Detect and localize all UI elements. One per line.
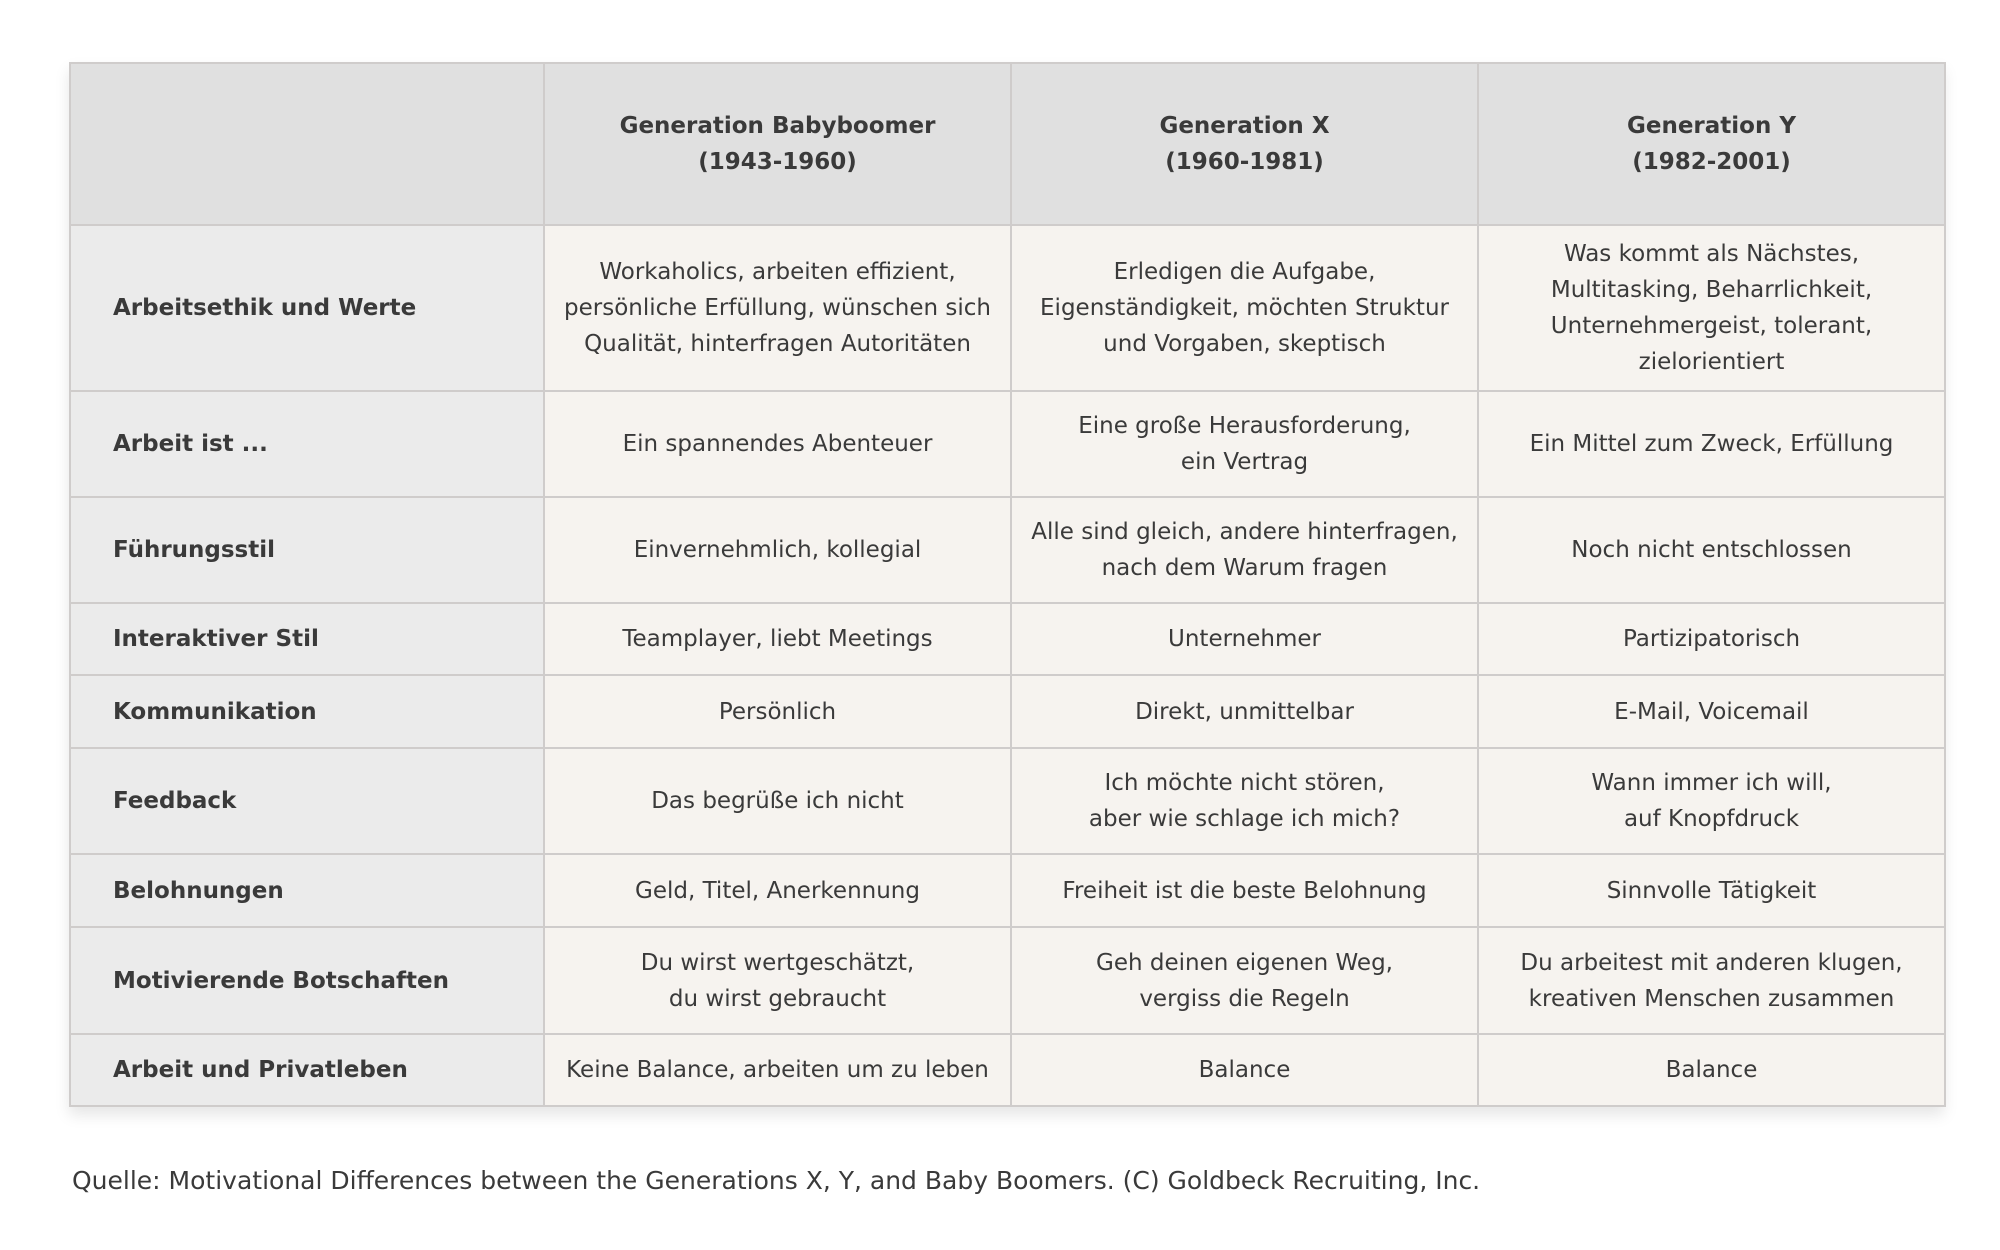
generations-table xyxy=(69,62,1946,1107)
table-cell xyxy=(544,854,1011,927)
table-cell xyxy=(1478,497,1945,603)
table-row xyxy=(70,854,1945,927)
cell-line: Freiheit ist die beste Belohnung xyxy=(1062,877,1427,904)
cell-line: Unternehmer xyxy=(1168,626,1321,652)
row-label: Kommunikation xyxy=(70,675,544,748)
cell-line: Ich möchte nicht stören, xyxy=(1104,770,1385,796)
table-cell xyxy=(1478,1034,1945,1106)
table-cell xyxy=(1011,497,1478,603)
row-label: Arbeitsethik und Werte xyxy=(70,225,544,391)
cell-line: Eigenständigkeit, möchten Struktur xyxy=(1040,295,1449,321)
table-cell xyxy=(544,603,1011,675)
table-cell xyxy=(1478,675,1945,748)
cell-line: nach dem Warum fragen xyxy=(1101,555,1388,581)
cell-line: Was kommt als Nächstes, xyxy=(1563,241,1860,267)
cell-line: auf Knopfdruck xyxy=(1623,806,1800,832)
cell-line: persönliche Erfüllung, wünschen sich xyxy=(564,295,991,321)
header-row xyxy=(70,63,1945,225)
table-row xyxy=(70,1034,1945,1106)
table-cell xyxy=(1011,748,1478,854)
table-cell xyxy=(544,675,1011,748)
table-header xyxy=(70,63,1945,225)
header-corner-cell xyxy=(70,63,544,225)
table-cell xyxy=(1011,854,1478,927)
table-cell xyxy=(544,497,1011,603)
cell-line: Partizipatorisch xyxy=(1622,626,1801,652)
cell-line: Unternehmergeist, tolerant, xyxy=(1550,313,1873,339)
header-name: Generation X xyxy=(1159,113,1330,139)
table-cell xyxy=(544,1034,1011,1106)
table-cell xyxy=(544,225,1011,391)
table-row xyxy=(70,927,1945,1034)
row-label: Motivierende Botschaften xyxy=(70,927,544,1034)
table-cell xyxy=(1011,1034,1478,1106)
header-generation-y xyxy=(1478,63,1945,225)
cell-line: du wirst gebraucht xyxy=(668,985,887,1012)
cell-line: Teamplayer, liebt Meetings xyxy=(622,626,933,652)
source-caption: Quelle: Motivational Differences between the Generations X, Y, and Baby Boomers. (C) Goldbeck Recruiting, Inc. xyxy=(72,1166,1481,1195)
cell-line: Geld, Titel, Anerkennung xyxy=(635,877,920,904)
cell-line: Alle sind gleich, andere hinterfragen, xyxy=(1031,519,1458,545)
header-name: Generation Y xyxy=(1626,113,1797,139)
table-cell xyxy=(1011,391,1478,497)
cell-line: Erledigen die Aufgabe, xyxy=(1113,259,1376,285)
cell-line: vergiss die Regeln xyxy=(1139,985,1350,1012)
cell-line: Eine große Herausforderung, xyxy=(1078,413,1411,439)
cell-line: Noch nicht entschlossen xyxy=(1571,537,1852,563)
table-row xyxy=(70,497,1945,603)
header-years: (1960-1981) xyxy=(1165,149,1324,175)
table-cell xyxy=(1011,927,1478,1034)
cell-line: Balance xyxy=(1665,1057,1758,1083)
table-cell xyxy=(544,391,1011,497)
cell-line: zielorientiert xyxy=(1638,349,1785,375)
cell-line: Ein spannendes Abenteuer xyxy=(622,431,933,457)
cell-line: aber wie schlage ich mich? xyxy=(1088,806,1401,832)
header-generation-x xyxy=(1011,63,1478,225)
table-cell xyxy=(544,748,1011,854)
cell-line: Du arbeitest mit anderen klugen, xyxy=(1520,949,1903,976)
row-label: Belohnungen xyxy=(70,854,544,927)
table-row xyxy=(70,675,1945,748)
cell-line: Direkt, unmittelbar xyxy=(1135,698,1354,725)
cell-line: Multitasking, Beharrlichkeit, xyxy=(1550,277,1873,303)
table-body xyxy=(70,225,1945,1106)
table-cell xyxy=(1478,225,1945,391)
table-cell xyxy=(1011,603,1478,675)
table-row xyxy=(70,225,1945,391)
header-years: (1943-1960) xyxy=(698,149,857,175)
table-cell xyxy=(1011,675,1478,748)
generations-table-container xyxy=(69,62,1944,1107)
cell-line: Ein Mittel zum Zweck, Erfüllung xyxy=(1529,431,1894,457)
cell-line: Einvernehmlich, kollegial xyxy=(633,537,922,563)
table-cell xyxy=(1478,603,1945,675)
cell-line: Qualität, hinterfragen Autoritäten xyxy=(584,331,971,357)
cell-line: Keine Balance, arbeiten um zu leben xyxy=(566,1057,989,1083)
header-name: Generation Babyboomer xyxy=(619,113,936,139)
cell-line: Balance xyxy=(1198,1057,1291,1083)
header-years: (1982-2001) xyxy=(1632,149,1791,175)
cell-line: Persönlich xyxy=(718,698,837,725)
header-babyboomer xyxy=(544,63,1011,225)
table-row xyxy=(70,748,1945,854)
cell-line: Workaholics, arbeiten effizient, xyxy=(599,259,956,285)
row-label: Arbeit ist ... xyxy=(70,391,544,497)
table-row xyxy=(70,391,1945,497)
table-cell xyxy=(1478,748,1945,854)
table-cell xyxy=(1478,927,1945,1034)
cell-line: E-Mail, Voicemail xyxy=(1614,698,1809,725)
row-label: Feedback xyxy=(70,748,544,854)
cell-line: und Vorgaben, skeptisch xyxy=(1103,331,1386,357)
cell-line: Du wirst wertgeschätzt, xyxy=(640,949,915,976)
row-label: Interaktiver Stil xyxy=(70,603,544,675)
cell-line: Wann immer ich will, xyxy=(1591,770,1832,796)
row-label: Arbeit und Privatleben xyxy=(70,1034,544,1106)
row-label: Führungsstil xyxy=(70,497,544,603)
cell-line: Das begrüße ich nicht xyxy=(651,788,904,814)
cell-line: ein Vertrag xyxy=(1180,449,1309,475)
table-row xyxy=(70,603,1945,675)
table-cell xyxy=(544,927,1011,1034)
cell-line: Geh deinen eigenen Weg, xyxy=(1096,949,1393,976)
table-cell xyxy=(1478,854,1945,927)
table-cell xyxy=(1478,391,1945,497)
cell-line: Sinnvolle Tätigkeit xyxy=(1606,877,1817,904)
table-cell xyxy=(1011,225,1478,391)
cell-line: kreativen Menschen zusammen xyxy=(1528,985,1895,1012)
